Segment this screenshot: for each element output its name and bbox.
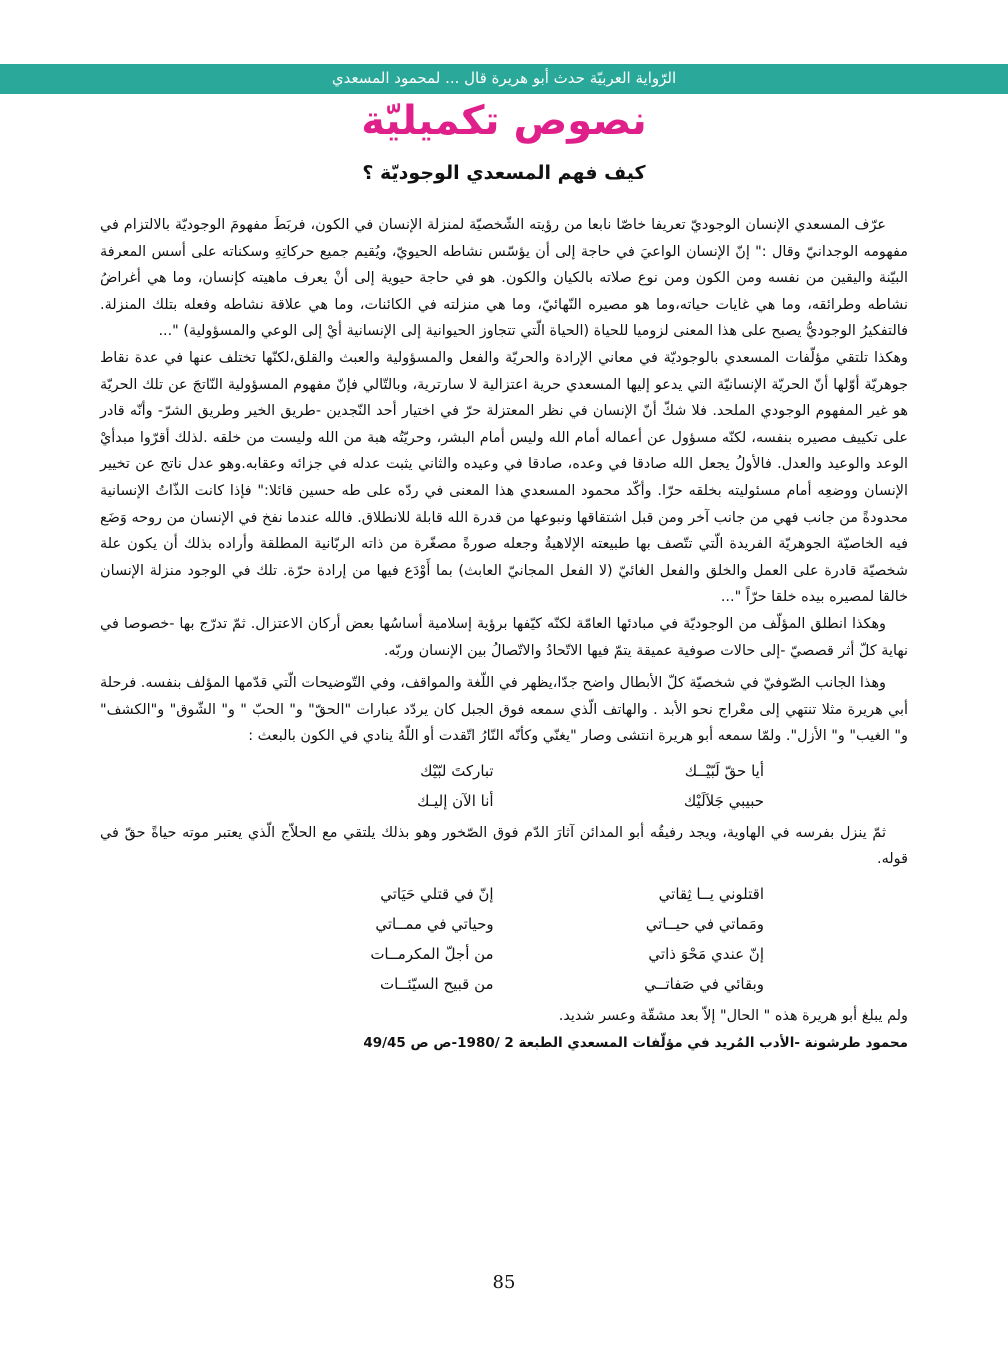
paragraph-5: ثمّ ينزل بفرسه في الهاوية، ويجد رفيقُه أبو المدائن آثارَ الدّم فوق الصّخور وهو بذلك يلتقي مع الحلاّج الّذي يعتبر موته حياةً حقّ في قوله. <box>100 824 908 868</box>
poem-hemistich: حبيبي جَلاَلَيْك <box>683 791 764 810</box>
poem-hemistich: اقتلوني يــا ثِقاتي <box>658 885 764 904</box>
poem-bienvenue <box>244 756 764 816</box>
poem-hemistich: وحياتي في ممــاتي <box>375 915 494 934</box>
page-number: 85 <box>492 1272 516 1293</box>
paragraph-3: وهكذا انطلق المؤلّف من الوجوديّة في مبادئها العامّة لكنّه كيّفها برؤية إسلامية أساسُها بعض أركان الاعتزال. ثمّ تدرّج بها -خصوصا في نهاية كلّ أثر قصصيّ -إلى حالات صوفية عميقة يتمّ فيها الاتّحادُ والاتّصالُ بين الإنسان وربّه. <box>100 615 908 659</box>
poem-line <box>244 756 764 786</box>
subtitle: كيف فهم المسعدي الوجوديّة ؟ <box>362 162 646 184</box>
running-title: الرّواية العربيّة حدث أبو هريرة قال ... لمحمود المسعدي <box>331 69 677 87</box>
poem-line <box>244 969 764 999</box>
poem-line <box>244 939 764 969</box>
poem-line <box>244 909 764 939</box>
paragraph-2: وهكذا تلتقي مؤلّفات المسعدي بالوجوديّة في معاني الإرادة والحريّة والفعل والمسؤولية والعبث والقلق،لكنّها تختلف عنها في عدة نقاط جوهريّة أوّلها أنّ الحريّة الإنسانيّة التي يدعو إليها المسعدي حرية اعتزالية لا سارترية، وبالتّالي فإنّ مفهوم المسؤولية النّاتجَ عن تلك الحريّة هو غير المفهوم الوجودي الملحد. فلا شكّ أنّ الإنسان في نظر المعتزلة حرّ في اختيار أحد النّجدين -طريق الخير وطريق الشرّ- وأنّه قادر على تكييف مصيره بنفسه، لكنّه مسؤول عن أعماله أمام الله وليس أمام البشر، وحريّتُه هبة من الله وليست من خلقه .لذلك أقرّوا مبدأيْ الوعد والوعيد والعدل. فالأولُ يجعل الله صادقا في وعده، صادقا في وعيده والثاني يثبت عدله في جزائه وعقابه.وهو عدل ناتج عن تخيير الإنسان ووضعِه أمام مسئوليته بخلقه حرّا. وأكّد محمود المسعدي هذا المعنى في ردّه على طه حسين قائلا:" فإذا كانت الذّاتُ الإنسانية محدودةً من جانب فهي من جانب آخر ومن قبل اشتقاقها ونبوعها من قدرة الله قابلة للانطلاق. فالله عندما نفخ في الإنسان من روحه وَضَع فيه الخاصيّة الجوهريّة الفريدة الّتي تتّصف بها طبيعته الإلاهيةُ وجعله صورةً مصغّرة من ذاته الربّانية المطلقة وأراده بذلك أن يكون علة شخصيّة قادرة على العمل والخلق والفعل الغائيّ (لا الفعل المجانيّ العابث) بما أَوْدَع فيها من إرادة حرّة. تلك في الوجود منزلة الإنسان خالقا لمصيره بيده خلقا حرّاً "... <box>100 349 908 606</box>
poem-line <box>244 879 764 909</box>
poem-hemistich: أيا حقّ لَبّيْــك <box>684 761 764 780</box>
paragraph-1: عرّف المسعدي الإنسان الوجوديّ تعريفا خاصّا نابعا من رؤيته الشّخصيّة لمنزلة الإنسان في الكون، فربَطَ مفهومَ الوجوديّة بالالتزام في مفهومه الوجدانيّ وقال :" إنّ الإنسان الواعيَ في حاجة إلى أن يؤسّس نشاطه الحيويّ، ويُقيم جميع حركاتِهِ وسكناته على أسس المعرفة البيّنة واليقين من نفسه ومن الكون ومن نوع صلاته بالكيان والكون. هو في حاجة حيوية إلى أنْ يعرف ماهيته كإنسان، وما هي أغراضُ نشاطه وطرائقه، وما هي غايات حياته،وما هو مصيره النّهائيّ، وما هي منزلته في الكائنات، وما هي علاقة نشاطه وفعله بتلك المنزلة. فالتفكيرُ الوجوديُّ يصبح على هذا المعنى لزوميا للحياة (الحياة الّتي تتجاوز الحيوانية إلى الإنسانية أيْ إلى الوعي والمسؤولية) "... <box>100 217 908 340</box>
poem-hallaj <box>244 879 764 999</box>
header-band <box>0 64 1008 94</box>
poem-hemistich: وبقائي في صَفاتــي <box>644 975 764 994</box>
poem-hemistich: تباركتَ لبّيْك <box>420 761 494 780</box>
closing-line: ولم يبلغ أبو هريرة هذه " الحال" إلاّ بعد مشقّة وعسر شديد. <box>558 1008 908 1025</box>
source-citation: محمود طرشونة -الأدب المُريد في مؤلّفات المسعدي الطبعة 2 /1980-ص ص 49/45 <box>363 1034 908 1051</box>
poem-hemistich: ومَماتي في حيــاتي <box>645 915 764 934</box>
poem-hemistich: إنّ عندي مَحْوَ ذاتي <box>648 945 764 964</box>
poem-hemistich: أنا الآن إليـك <box>417 791 494 810</box>
poem-hemistich: من قبيح السيّئــات <box>380 975 494 994</box>
poem-line <box>244 786 764 816</box>
poem-hemistich: من أجلّ المكرمــات <box>370 945 494 964</box>
poem-hemistich: إنّ في قتلي حَيَاتي <box>380 885 494 904</box>
paragraph-4: وهذا الجانب الصّوفيّ في شخصيّة كلّ الأبطال واضح جدّا،يظهر في اللّغة والمواقف، وفي التّوضيحات الّتي قدّمها المؤلف بنفسه. فرحلة أبي هريرة مثلا تنتهي إلى معْراج نحو الأبد . والهاتف الّذي سمعه فوق الجبل كان يردّد عبارات "الحقّ" و" الحبّ " و" الشّوق" و"الكشف" و" الغيب" و" الأزل". ولمّا سمعه أبو هريرة انتشى وصار "يغنّي وكأنّه النّارُ اتّقدت أو اللّهُ ينادي في الكون بالبعث : <box>100 675 908 745</box>
body-text <box>100 212 908 1056</box>
section-title: نصوص تكميليّة <box>361 98 647 144</box>
